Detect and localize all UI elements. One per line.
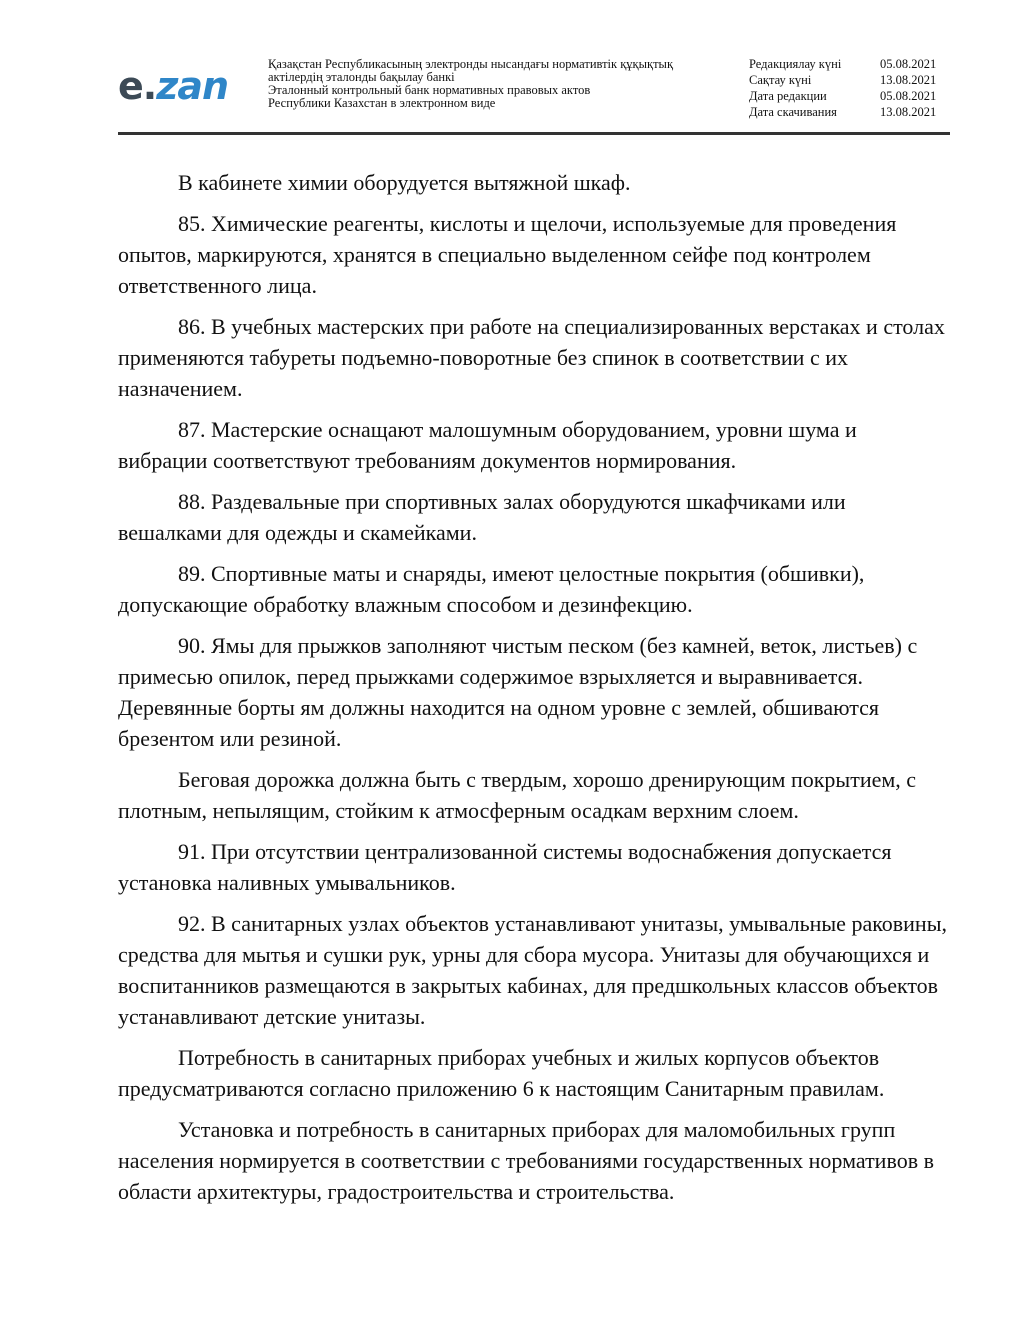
meta-row-edit-date-ru: [749, 88, 949, 104]
header-meta: [749, 56, 949, 120]
paragraph: 89. Спортивные маты и снаряды, имеют целостные покрытия (обшивки), допускающие обработку влажным способом и дезинфекцию.: [118, 561, 865, 617]
logo-zan: zan: [156, 64, 229, 108]
logo-e: e: [118, 64, 143, 108]
paragraph: 87. Мастерские оснащают малошумным оборудованием, уровни шума и вибрации соответствуют требованиям документов нормирования.: [118, 417, 857, 473]
header-title: [268, 58, 718, 110]
meta-value: 13.08.2021: [880, 105, 937, 119]
header-title-line: Эталонный контрольный банк нормативных правовых актов: [268, 83, 591, 97]
meta-label: Сақтау күні: [749, 73, 812, 87]
paragraph: Установка и потребность в санитарных приборах для маломобильных групп населения нормируется в соответствии с требованиями государственных нормативов в области архитектуры, градостроительства и строительства.: [118, 1117, 934, 1204]
meta-row-save-date-kz: [749, 72, 949, 88]
ezan-logo: [118, 64, 228, 108]
paragraph: Беговая дорожка должна быть с твердым, хорошо дренирующим покрытием, с плотным, непылящим, стойким к атмосферным осадкам верхним слоем.: [118, 767, 917, 823]
meta-row-edit-date-kz: [749, 56, 949, 72]
header-title-line: Қазақстан Республикасының электронды нысандағы нормативтік құқықтық: [268, 57, 674, 71]
meta-value: 05.08.2021: [880, 89, 937, 103]
paragraph: В кабинете химии оборудуется вытяжной шкаф.: [178, 170, 631, 195]
paragraph: 85. Химические реагенты, кислоты и щелочи, используемые для проведения опытов, маркируются, хранятся в специально выделенном сейфе под контролем ответственного лица.: [118, 211, 897, 298]
paragraph: 90. Ямы для прыжков заполняют чистым песком (без камней, веток, листьев) с примесью опилок, перед прыжками содержимое взрыхляется и выравнивается. Деревянные борты ям должны находится на одном уровне с землей, обшиваются брезентом или резиной.: [118, 633, 918, 751]
meta-label: Дата редакции: [749, 89, 827, 103]
logo-dot: .: [142, 64, 157, 108]
header-divider: [118, 132, 950, 135]
meta-value: 05.08.2021: [880, 57, 937, 71]
meta-label: Редакциялау күні: [749, 57, 842, 71]
header-title-line: Республики Казахстан в электронном виде: [268, 96, 496, 110]
paragraph: 86. В учебных мастерских при работе на специализированных верстаках и столах применяются табуреты подъемно-поворотные без спинок в соответствии с их назначением.: [118, 314, 945, 401]
paragraph: 91. При отсутствии централизованной системы водоснабжения допускается установка наливных умывальников.: [118, 839, 892, 895]
meta-label: Дата скачивания: [749, 105, 837, 119]
paragraph: Потребность в санитарных приборах учебных и жилых корпусов объектов предусматриваются согласно приложению 6 к настоящим Санитарным правилам.: [118, 1045, 885, 1101]
document-body: [118, 167, 950, 1217]
paragraph: 88. Раздевальные при спортивных залах оборудуются шкафчиками или вешалками для одежды и скамейками.: [118, 489, 846, 545]
paragraph: 92. В санитарных узлах объектов устанавливают унитазы, умывальные раковины, средства для мытья и сушки рук, урны для сбора мусора. Унитазы для обучающихся и воспитанников размещаются в закрытых кабинах, для предшкольных классов объектов устанавливают детские унитазы.: [118, 911, 947, 1029]
header-title-line: актілердің эталонды бақылау банкі: [268, 70, 455, 84]
meta-row-download-date-ru: [749, 104, 949, 120]
meta-value: 13.08.2021: [880, 73, 937, 87]
page-header: [118, 56, 950, 136]
